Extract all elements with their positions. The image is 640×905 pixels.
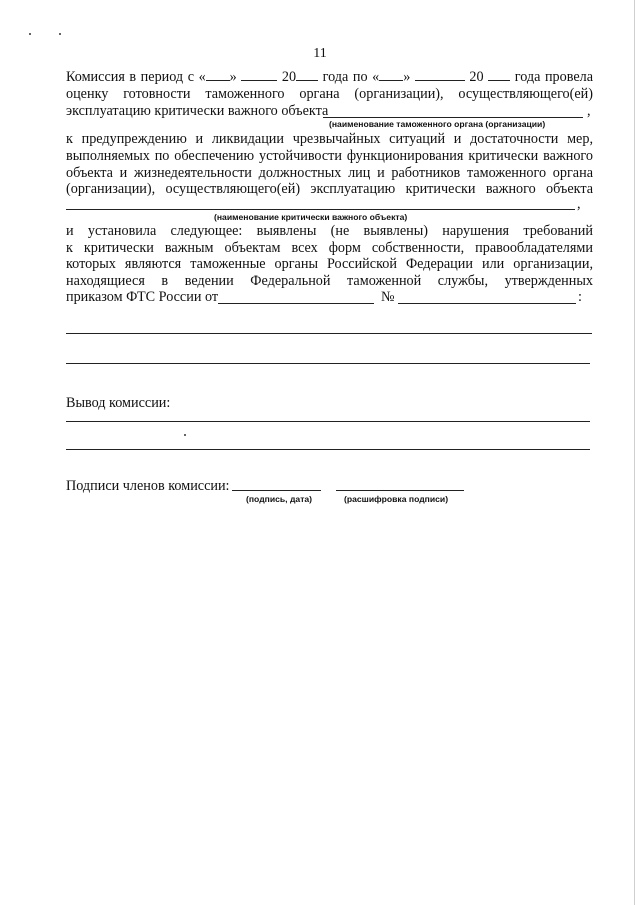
text-line-4: к предупреждению и ликвидации чрезвычайных ситуаций и достаточности мер, — [66, 131, 593, 147]
colon-mark: : — [578, 289, 582, 305]
scan-speck — [59, 33, 61, 35]
text-line-2: оценку готовности таможенного органа (организации), осуществляющего(ей) — [66, 86, 593, 102]
findings-line-2 — [66, 363, 590, 364]
text-fragment: приказом ФТС России от — [66, 289, 219, 305]
text-fragment: » — [229, 69, 237, 85]
scan-speck — [29, 33, 31, 35]
blank-org-name — [323, 117, 583, 118]
conclusion-line-2 — [66, 449, 590, 450]
text-line-5: выполняемых по обеспечению устойчивости функционирования критически важного — [66, 148, 593, 164]
page-edge — [634, 0, 635, 905]
text-fragment: 20 — [469, 69, 484, 85]
blank-year-from — [296, 68, 318, 81]
text-line-10: которых являются таможенные органы Российской Федерации или организации, — [66, 256, 593, 272]
text-line-7: (организации), осуществляющего(ей) эксплуатацию критически важного объекта — [66, 181, 593, 197]
text-fragment: эксплуатацию критически важного объекта — [66, 103, 329, 119]
comma-mark: , — [587, 103, 591, 119]
findings-line-1 — [66, 333, 592, 334]
text-fragment: Комиссия в период с « — [66, 69, 206, 85]
text-line-6: объекта и жизнедеятельности должностных лиц и работников таможенного органа — [66, 165, 593, 181]
caption-object-name: (наименование критически важного объекта) — [214, 212, 408, 222]
scan-speck — [184, 434, 186, 436]
caption-signature-decode: (расшифровка подписи) — [344, 494, 449, 504]
blank-year-to — [488, 68, 510, 81]
comma-mark: , — [577, 196, 581, 212]
text-fragment: 20 — [281, 69, 297, 85]
text-fragment: года по « — [322, 69, 380, 85]
blank-month-to — [415, 68, 465, 81]
text-line-1 — [66, 68, 593, 86]
signatures-label: Подписи членов комиссии: — [66, 478, 230, 494]
text-line-9: к критически важным объектам всех форм собственности, правообладателями — [66, 240, 593, 256]
conclusion-line-1 — [66, 421, 590, 422]
blank-month-from — [241, 68, 277, 81]
blank-day-from — [206, 68, 230, 81]
conclusion-label: Вывод комиссии: — [66, 395, 171, 411]
text-fragment: » — [403, 69, 411, 85]
blank-order-number — [398, 303, 576, 304]
text-fragment: года провела — [514, 69, 594, 85]
text-line-11: находящиеся в ведении Федеральной таможенной службы, утвержденных — [66, 273, 593, 289]
caption-signature: (подпись, дата) — [246, 494, 313, 504]
text-line-8: и установила следующее: выявлены (не выявлены) нарушения требований — [66, 223, 593, 239]
blank-object-name — [66, 209, 575, 210]
blank-signature — [232, 490, 321, 491]
caption-org-name: (наименование таможенного органа (организации) — [329, 119, 546, 129]
number-sign: № — [381, 289, 395, 305]
blank-day-to — [379, 68, 403, 81]
blank-signature-decode — [336, 490, 464, 491]
page-number: 11 — [313, 46, 327, 61]
blank-order-date — [218, 303, 374, 304]
